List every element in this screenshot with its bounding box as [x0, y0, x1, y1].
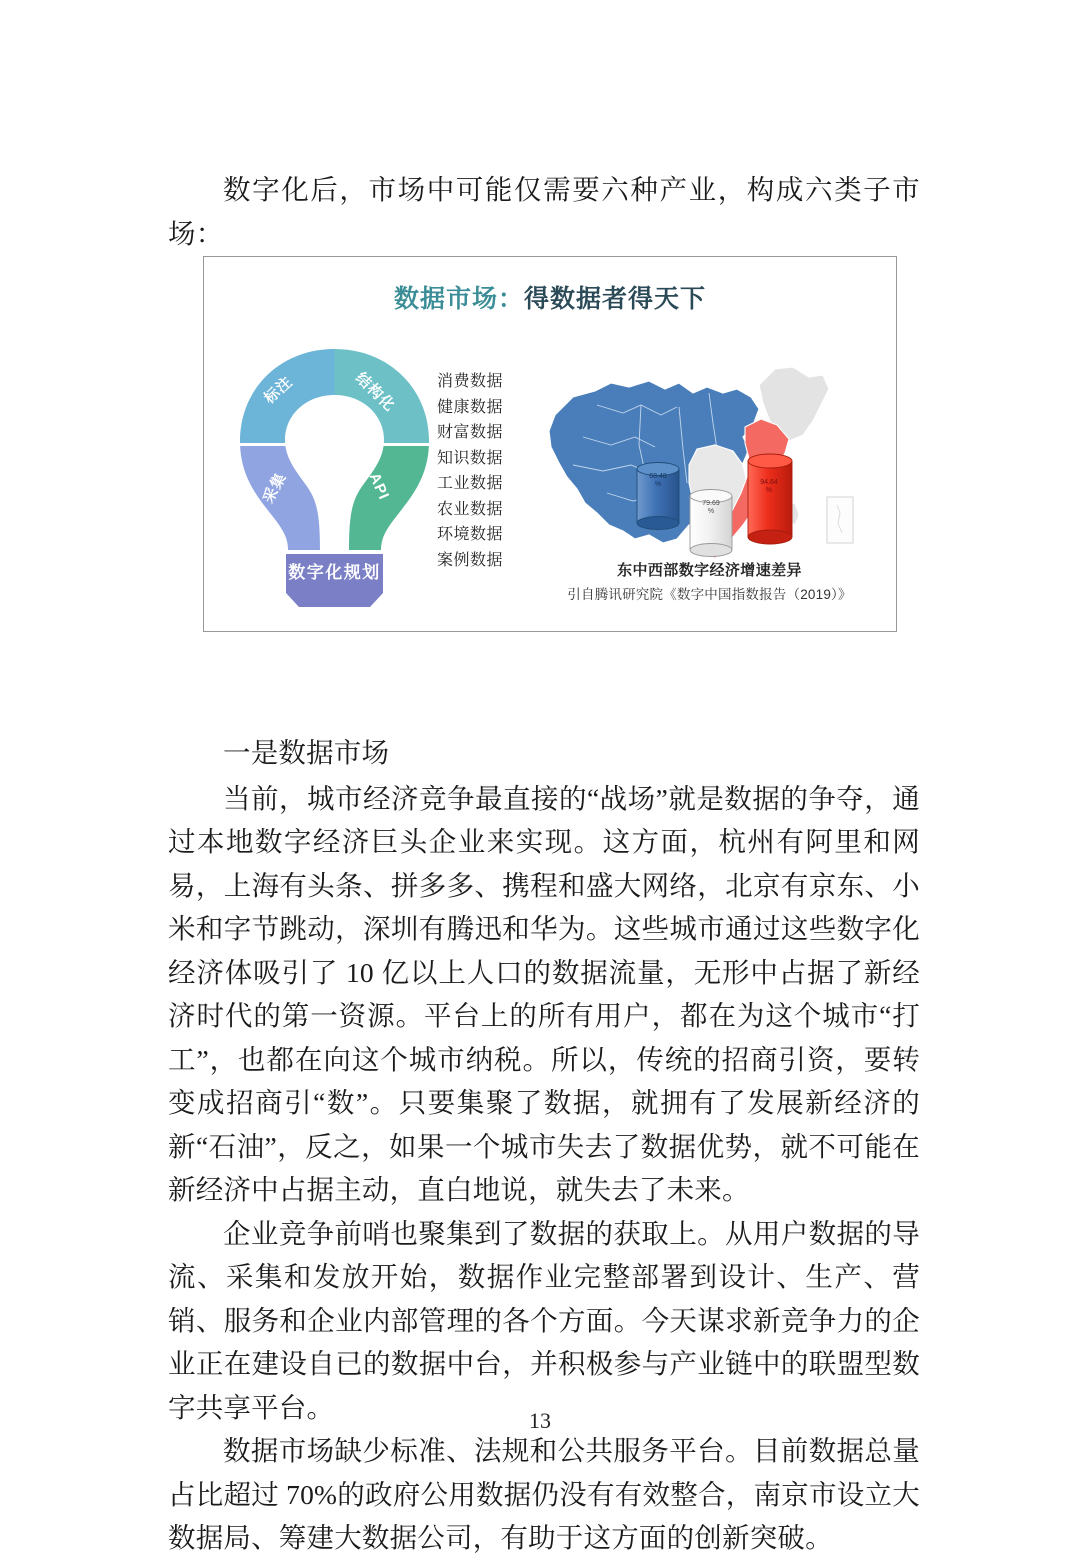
- bulb-segment-bottom-left: [232, 446, 335, 556]
- lightbulb-diagram: [232, 345, 437, 613]
- figure-data-market: [203, 256, 897, 632]
- cylinder-west-value: 68.48 %: [649, 473, 667, 488]
- data-type-item: 农业数据: [437, 500, 504, 518]
- map-caption: 东中西部数字经济增速差异: [617, 562, 802, 579]
- body-paragraph-1: 当前，城市经济竞争最直接的“战场”就是数据的争夺，通过本地数字经济巨头企业来实现。这方面，杭州有阿里和网易，上海有头条、拼多多、携程和盛大网络，北京有京东、小米和字节跳动，深圳有腾迅和华为。这些城市通过这些数字化经济体吸引了 10 亿以上人口的数据流量，无形中占据了新经济时代的第一资源。平台上的所有用户，都在为这个城市“打工”，也都在向这个城市纳税。所以，传统的招商引资，要转变成招商引“数”。只要集聚了数据，就拥有了发展新经济的新“石油”，反之，如果一个城市失去了数据优势，就不可能在新经济中占据主动，直白地说，就失去了未来。: [168, 782, 920, 1205]
- cylinder-east-value: 94.64 %: [760, 479, 778, 494]
- bulb-label-bottom-right: API: [365, 470, 393, 503]
- data-type-item: 消费数据: [437, 373, 504, 390]
- bulb-segment-bottom-right: [335, 446, 438, 556]
- page-number: 13: [529, 1408, 551, 1433]
- data-type-item: 健康数据: [437, 398, 504, 416]
- data-type-item: 案例数据: [437, 551, 504, 569]
- figure-inner: [204, 257, 896, 631]
- body-paragraph-2: 企业竞争前哨也聚集到了数据的获取上。从用户数据的导流、采集和发放开始，数据作业完整部署到设计、生产、营销、服务和企业内部管理的各个方面。今天谋求新竞争力的企业正在建设自已的数据中台，并积极参与产业链中的联盟型数字共享平台。: [168, 1217, 920, 1423]
- data-type-item: 工业数据: [437, 475, 504, 492]
- cylinder-central-value: 79.69 %: [702, 500, 720, 515]
- figure-title: [204, 279, 896, 315]
- figure-title-suffix: 得数据者得天下: [524, 285, 707, 313]
- body-paragraph-3: 数据市场缺少标准、法规和公共服务平台。目前数据总量占比超过 70%的政府公用数据仍没有有效整合，南京市设立大数据局、筹建大数据公司，有助于这方面的创新突破。: [168, 1435, 920, 1553]
- data-type-list: [437, 369, 541, 573]
- china-map-chart: [537, 353, 882, 623]
- map-source: 引自腾讯研究院《数字中国指数报告（2019）》: [567, 587, 852, 602]
- data-type-item: 环境数据: [437, 526, 504, 543]
- bulb-label-top-left: 标注: [261, 373, 297, 408]
- bulb-label-top-right: 结构化: [352, 369, 399, 416]
- bulb-label-bottom-left: 采集: [259, 469, 290, 507]
- bulb-base-label: 数字化规划: [288, 563, 381, 582]
- cylinder-east: [748, 454, 792, 544]
- section-heading: 一是数据市场: [223, 737, 390, 768]
- data-type-item: 财富数据: [437, 424, 504, 441]
- china-map-svg: [537, 353, 882, 558]
- map-inset-box: [827, 497, 853, 543]
- page-content: [168, 168, 920, 1560]
- figure-title-prefix: 数据市场：: [393, 285, 524, 313]
- intro-paragraph: 数字化后，市场中可能仅需要六种产业，构成六类子市场：: [168, 174, 920, 249]
- data-type-item: 知识数据: [437, 449, 504, 467]
